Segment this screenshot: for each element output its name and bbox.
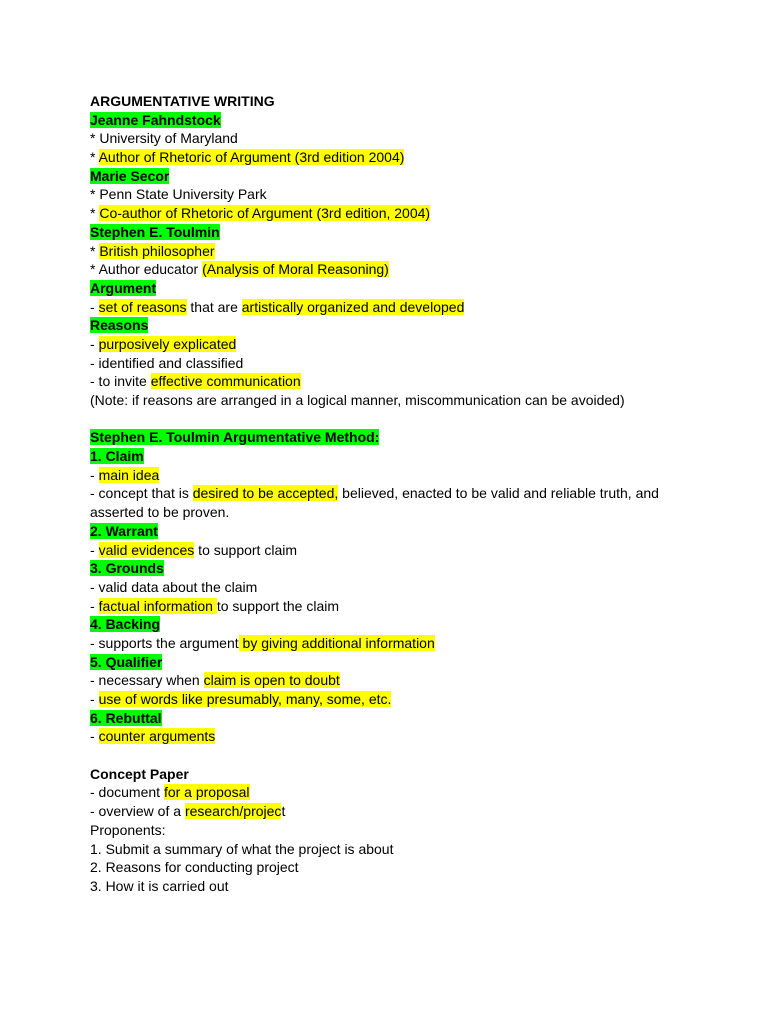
text-segment: - supports the argument <box>90 634 239 651</box>
text-segment: * Penn State University Park <box>90 186 267 203</box>
highlighted-text: by giving additional information <box>238 634 435 651</box>
highlighted-text: Argument <box>90 279 157 296</box>
blank-line <box>90 746 690 765</box>
document-title <box>90 92 690 111</box>
text-segment: 2. Reasons for conducting project <box>90 859 299 876</box>
highlighted-text: counter arguments <box>98 728 216 745</box>
section-heading-concept-paper <box>90 765 690 784</box>
highlighted-text: research/projec <box>184 803 282 820</box>
highlighted-text: valid evidences <box>98 541 195 558</box>
claim-item <box>90 484 690 521</box>
reasons-item <box>90 372 690 391</box>
highlighted-text: Co-author of Rhetoric of Argument (3rd edition, 2004) <box>99 205 431 222</box>
text-segment: t <box>281 803 286 820</box>
qualifier-item <box>90 671 690 690</box>
text-segment: - necessary when <box>90 672 204 689</box>
method-step-heading-backing <box>90 615 690 634</box>
author-3-detail <box>90 260 690 279</box>
text-segment: - document <box>90 784 164 801</box>
highlighted-text: 6. Rebuttal <box>90 709 162 726</box>
highlighted-text: purposively explicated <box>98 335 237 352</box>
text-segment: to support the claim <box>216 597 340 614</box>
text-segment: - concept that is <box>90 485 193 502</box>
warrant-item <box>90 541 690 560</box>
highlighted-text: 4. Backing <box>90 616 161 633</box>
method-step-heading-qualifier <box>90 653 690 672</box>
text-segment: - <box>90 335 99 352</box>
backing-item <box>90 634 690 653</box>
blank-line <box>90 410 690 429</box>
text-segment: - overview of a <box>90 803 185 820</box>
highlighted-text: use of words like presumably, many, some, etc. <box>98 691 392 708</box>
text-segment: - <box>90 597 99 614</box>
author-3-detail <box>90 242 690 261</box>
text-segment: * Author educator <box>90 261 203 278</box>
text-segment: * <box>90 205 100 222</box>
author-1-detail <box>90 129 690 148</box>
proponents-label <box>90 821 690 840</box>
text-segment: - valid data about the claim <box>90 578 258 595</box>
text-segment: to support claim <box>194 541 298 558</box>
method-step-heading-rebuttal <box>90 709 690 728</box>
grounds-item <box>90 597 690 616</box>
reasons-note <box>90 391 690 410</box>
text-segment: - identified and classified <box>90 354 244 371</box>
text-segment: believed, enacted to be valid and reliable truth, and asserted to be proven. <box>90 485 659 521</box>
text-segment: that are <box>186 298 242 315</box>
highlighted-text: 2. Warrant <box>90 522 158 539</box>
text-segment: - <box>90 728 99 745</box>
highlighted-text: Reasons <box>90 317 149 334</box>
text-segment: Proponents: <box>90 821 166 838</box>
text-segment: * <box>90 149 99 166</box>
highlighted-text: Stephen E. Toulmin <box>90 223 220 240</box>
highlighted-text: Marie Secor <box>90 167 170 184</box>
highlighted-text: (Analysis of Moral Reasoning) <box>202 261 389 278</box>
author-2-detail <box>90 204 690 223</box>
highlighted-text: desired to be accepted, <box>192 485 339 502</box>
text-segment: * University of Maryland <box>90 130 238 147</box>
reasons-item <box>90 335 690 354</box>
text-segment: * <box>90 242 100 259</box>
highlighted-text: British philosopher <box>99 242 215 259</box>
highlighted-text: claim is open to doubt <box>203 672 340 689</box>
method-step-heading-warrant <box>90 522 690 541</box>
text-segment: (Note: if reasons are arranged in a logical manner, miscommunication can be avoided) <box>90 392 625 408</box>
highlighted-text: Jeanne Fahndstock <box>90 111 221 128</box>
concept-paper-item <box>90 783 690 802</box>
rebuttal-item <box>90 727 690 746</box>
text-segment: 1. Submit a summary of what the project is about <box>90 840 394 857</box>
author-1-detail <box>90 148 690 167</box>
section-heading-argument <box>90 279 690 298</box>
highlighted-text: for a proposal <box>163 784 250 801</box>
highlighted-text: 5. Qualifier <box>90 653 163 670</box>
concept-paper-item <box>90 802 690 821</box>
text-segment: Concept Paper <box>90 765 189 782</box>
highlighted-text: 1. Claim <box>90 448 144 465</box>
argument-definition <box>90 298 690 317</box>
reasons-item <box>90 354 690 373</box>
author-name-2 <box>90 167 690 186</box>
proponents-item <box>90 877 690 896</box>
text-segment: - <box>90 691 99 708</box>
claim-item <box>90 466 690 485</box>
highlighted-text: effective communication <box>150 373 301 390</box>
author-name-1 <box>90 111 690 130</box>
method-step-heading-claim <box>90 447 690 466</box>
author-name-3 <box>90 223 690 242</box>
author-2-detail <box>90 185 690 204</box>
highlighted-text: Author of Rhetoric of Argument (3rd edition 2004) <box>98 149 405 166</box>
grounds-item <box>90 578 690 597</box>
section-heading-reasons <box>90 316 690 335</box>
text-segment: 3. How it is carried out <box>90 877 229 894</box>
highlighted-text: factual information <box>98 597 217 614</box>
text-segment: - <box>90 541 99 558</box>
text-segment: - <box>90 466 99 483</box>
proponents-item <box>90 858 690 877</box>
highlighted-text: Stephen E. Toulmin Argumentative Method: <box>90 429 380 446</box>
proponents-item <box>90 840 690 859</box>
text-segment: ARGUMENTATIVE WRITING <box>90 93 275 109</box>
text-segment: - to invite <box>90 373 151 390</box>
highlighted-text: main idea <box>98 466 160 483</box>
highlighted-text: 3. Grounds <box>90 560 164 577</box>
qualifier-item <box>90 690 690 709</box>
text-segment: - <box>90 298 99 315</box>
method-heading <box>90 428 690 447</box>
highlighted-text: set of reasons <box>98 298 187 315</box>
method-step-heading-grounds <box>90 559 690 578</box>
highlighted-text: artistically organized and developed <box>241 298 465 315</box>
document-body <box>90 92 690 896</box>
